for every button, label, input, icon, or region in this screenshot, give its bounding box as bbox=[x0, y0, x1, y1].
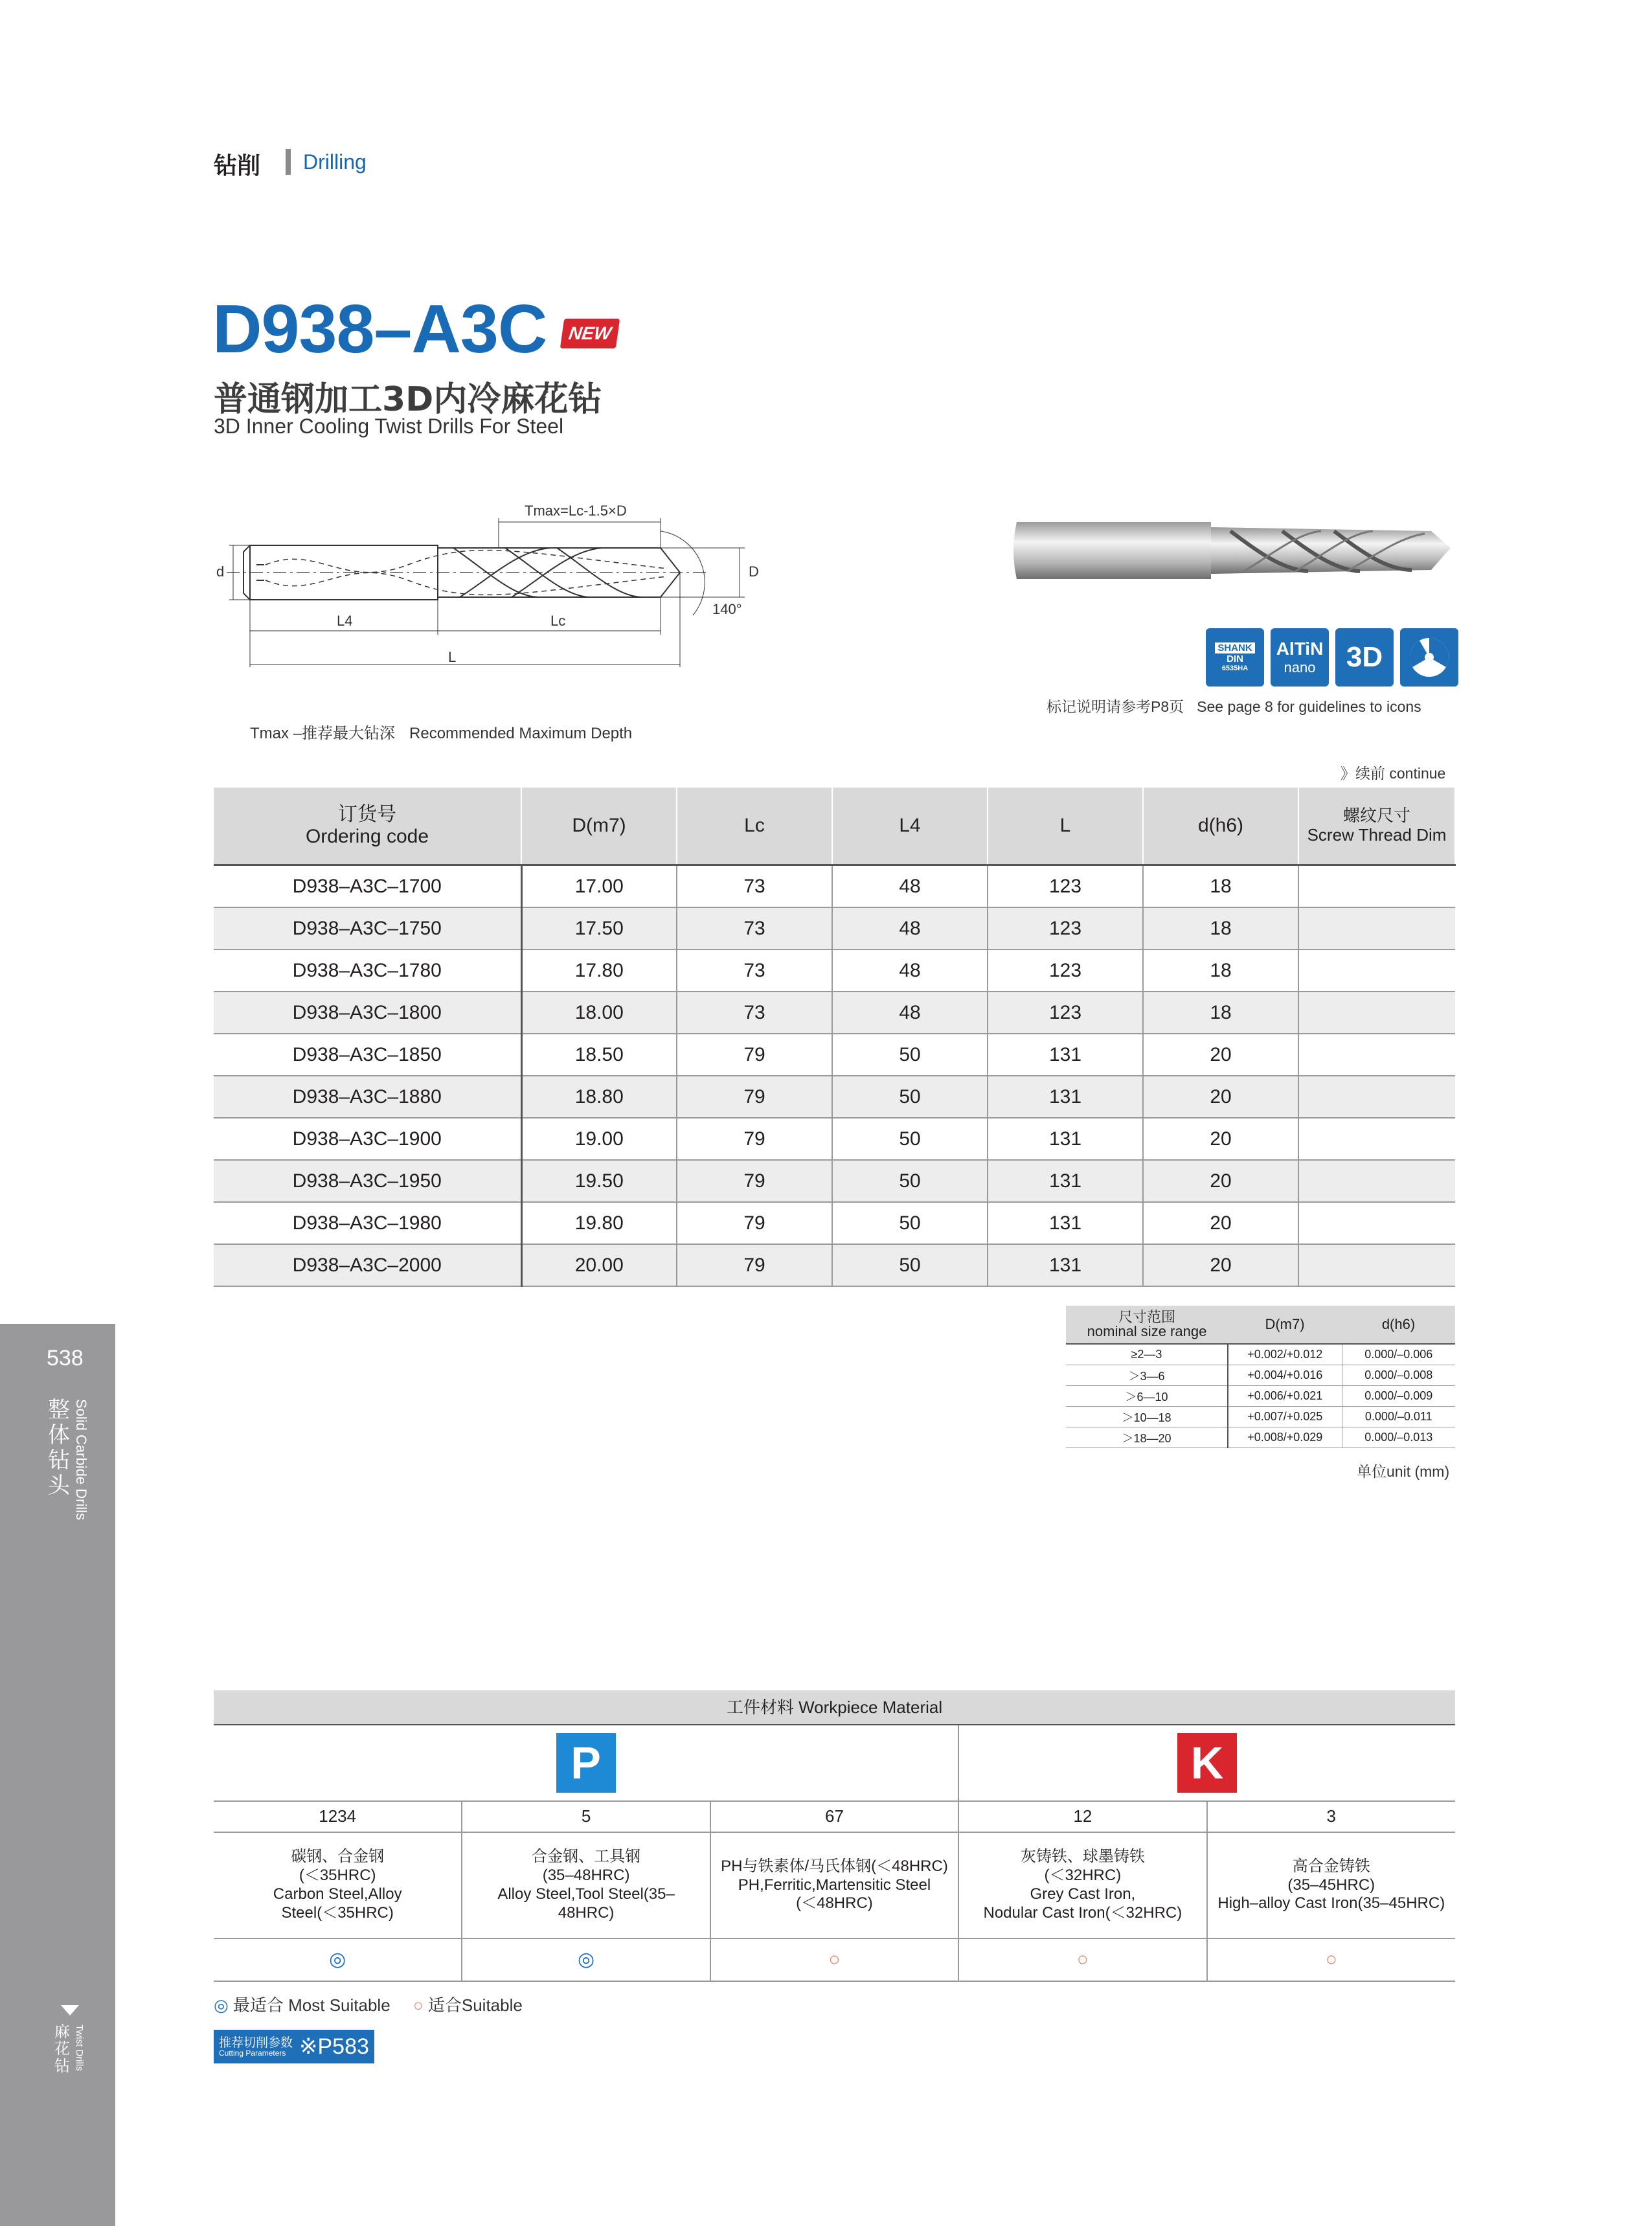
page-number: 538 bbox=[47, 1346, 84, 1370]
material-p-icon: P bbox=[556, 1733, 616, 1793]
tmax-note-cn: Tmax –推荐最大钻深 bbox=[250, 725, 396, 742]
table-cell: 131 bbox=[988, 1034, 1143, 1076]
table-row bbox=[214, 1160, 1455, 1202]
col-header-screw-thread: 螺纹尺寸 Screw Thread Dim bbox=[1298, 788, 1455, 865]
col-header-l: L bbox=[988, 788, 1143, 865]
table-cell: 20.00 bbox=[521, 1244, 677, 1286]
table-row bbox=[214, 949, 1455, 992]
suitable-icon: ○ bbox=[413, 1995, 424, 2015]
table-cell: 131 bbox=[988, 1118, 1143, 1160]
material-code: 67 bbox=[710, 1801, 958, 1832]
table-cell: 20 bbox=[1143, 1118, 1298, 1160]
table-cell bbox=[1298, 1118, 1455, 1160]
tolerance-cell: 0.000/–0.008 bbox=[1342, 1365, 1455, 1386]
cutting-parameters-link[interactable]: 推荐切削参数 Cutting Parameters ※P583 bbox=[214, 2030, 374, 2063]
material-code: 1234 bbox=[214, 1801, 462, 1832]
tolerance-row bbox=[1066, 1427, 1455, 1448]
tolerance-row bbox=[1066, 1365, 1455, 1386]
table-cell: 20 bbox=[1143, 1076, 1298, 1118]
table-cell: D938–A3C–1950 bbox=[214, 1160, 521, 1202]
shank-din-icon: SHANK DIN 6535HA bbox=[1206, 628, 1264, 687]
table-row bbox=[214, 907, 1455, 949]
tolerance-cell: ＞10—18 bbox=[1066, 1407, 1228, 1427]
tolerance-cell: ＞3—6 bbox=[1066, 1365, 1228, 1386]
tolerance-table bbox=[1066, 1306, 1455, 1448]
most-suitable-icon: ◎ bbox=[214, 1938, 462, 1981]
table-cell: 17.00 bbox=[521, 865, 677, 908]
table-cell: D938–A3C–1750 bbox=[214, 907, 521, 949]
material-description: PH与铁素体/马氏体钢(＜48HRC) PH,Ferritic,Martensitic Steel (＜48HRC) bbox=[710, 1832, 958, 1938]
table-cell: 20 bbox=[1143, 1202, 1298, 1244]
material-code: 3 bbox=[1207, 1801, 1455, 1832]
table-cell: 50 bbox=[832, 1076, 988, 1118]
col-header-d-h6: d(h6) bbox=[1143, 788, 1298, 865]
drawing-label-d: d bbox=[216, 563, 225, 580]
table-cell: 17.50 bbox=[521, 907, 677, 949]
dimensions-table bbox=[214, 788, 1456, 1287]
table-row bbox=[214, 1076, 1455, 1118]
table-cell: D938–A3C–2000 bbox=[214, 1244, 521, 1286]
sidebar-subcategory-cn: 麻花钻 bbox=[54, 2023, 70, 2075]
material-code: 5 bbox=[462, 1801, 710, 1832]
section-title-cn: 钻削 bbox=[214, 153, 261, 179]
drill-technical-drawing bbox=[214, 492, 771, 687]
product-code: D938–A3C bbox=[212, 291, 547, 367]
tolerance-cell: 0.000/–0.011 bbox=[1342, 1407, 1455, 1427]
material-table-title: 工件材料 Workpiece Material bbox=[214, 1690, 1455, 1725]
table-cell: 73 bbox=[677, 992, 832, 1034]
tolerance-row bbox=[1066, 1407, 1455, 1427]
tol-header-d-h6: d(h6) bbox=[1342, 1306, 1455, 1344]
material-k-icon: K bbox=[1177, 1733, 1237, 1793]
tolerance-cell: 0.000/–0.013 bbox=[1342, 1427, 1455, 1448]
tolerance-cell: +0.006/+0.021 bbox=[1228, 1386, 1342, 1407]
table-cell: 18 bbox=[1143, 949, 1298, 992]
table-cell: 18.80 bbox=[521, 1076, 677, 1118]
table-cell bbox=[1298, 1076, 1455, 1118]
table-cell: 73 bbox=[677, 949, 832, 992]
table-cell: 50 bbox=[832, 1160, 988, 1202]
material-description: 高合金铸铁 (35–45HRC) High–alloy Cast Iron(35–45HRC) bbox=[1207, 1832, 1455, 1938]
internal-coolant-icon bbox=[1400, 628, 1458, 687]
table-cell: D938–A3C–1980 bbox=[214, 1202, 521, 1244]
feature-icons bbox=[1206, 628, 1458, 687]
tolerance-cell: 0.000/–0.009 bbox=[1342, 1386, 1455, 1407]
tolerance-cell: +0.008/+0.029 bbox=[1228, 1427, 1342, 1448]
table-cell: 73 bbox=[677, 907, 832, 949]
sidebar-category-en: Solid Carbide Drills bbox=[73, 1399, 89, 1521]
continue-label: 》续前 continue bbox=[1341, 765, 1446, 782]
material-group-k bbox=[958, 1725, 1455, 1801]
table-cell: 18 bbox=[1143, 865, 1298, 908]
table-row bbox=[214, 1034, 1455, 1076]
drawing-label-l4: L4 bbox=[337, 613, 353, 629]
tolerance-cell: ≥2—3 bbox=[1066, 1344, 1228, 1365]
table-cell: 18 bbox=[1143, 907, 1298, 949]
table-cell: 18 bbox=[1143, 992, 1298, 1034]
table-cell: 123 bbox=[988, 865, 1143, 908]
drawing-label-angle: 140° bbox=[712, 601, 742, 617]
table-cell: 123 bbox=[988, 992, 1143, 1034]
tmax-note-en: Recommended Maximum Depth bbox=[409, 725, 633, 742]
altin-nano-icon: AlTiN nano bbox=[1271, 628, 1329, 687]
icon-guideline-note: 标记说明请参考P8页 See page 8 for guidelines to icons bbox=[1047, 698, 1421, 715]
table-cell bbox=[1298, 992, 1455, 1034]
suitable-icon: ○ bbox=[958, 1938, 1206, 1981]
material-description: 碳钢、合金钢 (＜35HRC) Carbon Steel,Alloy Steel(＜35HRC) bbox=[214, 1832, 462, 1938]
table-cell: 73 bbox=[677, 865, 832, 908]
table-cell: 50 bbox=[832, 1244, 988, 1286]
table-cell: D938–A3C–1700 bbox=[214, 865, 521, 908]
table-row bbox=[214, 1118, 1455, 1160]
tolerance-cell: ＞6—10 bbox=[1066, 1386, 1228, 1407]
table-cell: 131 bbox=[988, 1202, 1143, 1244]
table-cell: 17.80 bbox=[521, 949, 677, 992]
table-cell bbox=[1298, 1034, 1455, 1076]
section-title-en: Drilling bbox=[303, 150, 367, 174]
table-cell: D938–A3C–1780 bbox=[214, 949, 521, 992]
sidebar-category-cn: 整体钻头 bbox=[48, 1397, 70, 1499]
tolerance-cell: +0.004/+0.016 bbox=[1228, 1365, 1342, 1386]
most-suitable-icon: ◎ bbox=[462, 1938, 710, 1981]
table-cell: 50 bbox=[832, 1202, 988, 1244]
table-cell: 19.50 bbox=[521, 1160, 677, 1202]
tolerance-row bbox=[1066, 1386, 1455, 1407]
table-cell: 123 bbox=[988, 907, 1143, 949]
table-cell: 20 bbox=[1143, 1034, 1298, 1076]
table-cell: 18.00 bbox=[521, 992, 677, 1034]
drawing-label-D: D bbox=[749, 563, 759, 580]
table-cell: 131 bbox=[988, 1160, 1143, 1202]
table-cell: 20 bbox=[1143, 1244, 1298, 1286]
col-header-l4: L4 bbox=[832, 788, 988, 865]
table-cell: D938–A3C–1880 bbox=[214, 1076, 521, 1118]
tolerance-cell: +0.007/+0.025 bbox=[1228, 1407, 1342, 1427]
section-divider bbox=[286, 149, 291, 175]
triangle-down-icon bbox=[61, 2005, 79, 2016]
table-cell: 48 bbox=[832, 865, 988, 908]
table-cell bbox=[1298, 865, 1455, 908]
3d-icon: 3D bbox=[1335, 628, 1394, 687]
table-row bbox=[214, 992, 1455, 1034]
table-cell: 50 bbox=[832, 1034, 988, 1076]
table-cell: 48 bbox=[832, 949, 988, 992]
tol-header-d-m7: D(m7) bbox=[1228, 1306, 1342, 1344]
most-suitable-icon: ◎ bbox=[214, 1995, 229, 2015]
tolerance-cell: ＞18—20 bbox=[1066, 1427, 1228, 1448]
table-cell bbox=[1298, 1202, 1455, 1244]
tolerance-cell: 0.000/–0.006 bbox=[1342, 1344, 1455, 1365]
col-header-ordering-code: 订货号 Ordering code bbox=[214, 788, 521, 865]
drawing-label-lc: Lc bbox=[550, 613, 566, 629]
material-group-p bbox=[214, 1725, 958, 1801]
material-code: 12 bbox=[958, 1801, 1206, 1832]
table-row bbox=[214, 1202, 1455, 1244]
table-cell bbox=[1298, 907, 1455, 949]
material-description: 合金钢、工具钢 (35–48HRC) Alloy Steel,Tool Steel(35– 48HRC) bbox=[462, 1832, 710, 1938]
table-cell: 48 bbox=[832, 992, 988, 1034]
product-title-en: 3D Inner Cooling Twist Drills For Steel bbox=[214, 415, 564, 438]
suitability-legend: ◎ 最适合 Most Suitable ○ 适合Suitable bbox=[214, 1995, 523, 2015]
table-cell: 48 bbox=[832, 907, 988, 949]
col-header-d-m7: D(m7) bbox=[521, 788, 677, 865]
table-cell bbox=[1298, 1160, 1455, 1202]
table-cell bbox=[1298, 949, 1455, 992]
tmax-note bbox=[250, 720, 632, 743]
tolerance-cell: +0.002/+0.012 bbox=[1228, 1344, 1342, 1365]
drill-product-image bbox=[1010, 512, 1457, 589]
table-row bbox=[214, 865, 1455, 908]
new-badge: NEW bbox=[560, 319, 620, 348]
suitable-icon: ○ bbox=[1207, 1938, 1455, 1981]
table-cell: D938–A3C–1850 bbox=[214, 1034, 521, 1076]
tolerance-row bbox=[1066, 1344, 1455, 1365]
table-cell: 79 bbox=[677, 1076, 832, 1118]
drawing-label-l: L bbox=[448, 649, 457, 665]
table-cell: 79 bbox=[677, 1160, 832, 1202]
table-cell: 79 bbox=[677, 1244, 832, 1286]
product-title-cn: 普通钢加工3D内冷麻花钻 bbox=[214, 380, 602, 419]
col-header-lc: Lc bbox=[677, 788, 832, 865]
unit-label: 单位unit (mm) bbox=[1357, 1463, 1450, 1480]
material-table bbox=[214, 1725, 1455, 1982]
table-cell: 50 bbox=[832, 1118, 988, 1160]
table-cell: D938–A3C–1800 bbox=[214, 992, 521, 1034]
table-cell: 19.00 bbox=[521, 1118, 677, 1160]
table-cell: 79 bbox=[677, 1118, 832, 1160]
drawing-label-tmax: Tmax=Lc-1.5×D bbox=[525, 503, 627, 519]
suitable-icon: ○ bbox=[710, 1938, 958, 1981]
table-row bbox=[214, 1244, 1455, 1286]
table-cell: 131 bbox=[988, 1244, 1143, 1286]
table-cell: 131 bbox=[988, 1076, 1143, 1118]
table-cell: 79 bbox=[677, 1034, 832, 1076]
table-cell: D938–A3C–1900 bbox=[214, 1118, 521, 1160]
table-cell: 20 bbox=[1143, 1160, 1298, 1202]
material-description: 灰铸铁、球墨铸铁 (＜32HRC) Grey Cast Iron, Nodular Cast Iron(＜32HRC) bbox=[958, 1832, 1206, 1938]
sidebar-subcategory-en: Twist Drills bbox=[74, 2025, 85, 2071]
table-cell bbox=[1298, 1244, 1455, 1286]
table-cell: 79 bbox=[677, 1202, 832, 1244]
tol-header-range: 尺寸范围 nominal size range bbox=[1066, 1306, 1228, 1344]
table-cell: 123 bbox=[988, 949, 1143, 992]
table-cell: 19.80 bbox=[521, 1202, 677, 1244]
table-cell: 18.50 bbox=[521, 1034, 677, 1076]
